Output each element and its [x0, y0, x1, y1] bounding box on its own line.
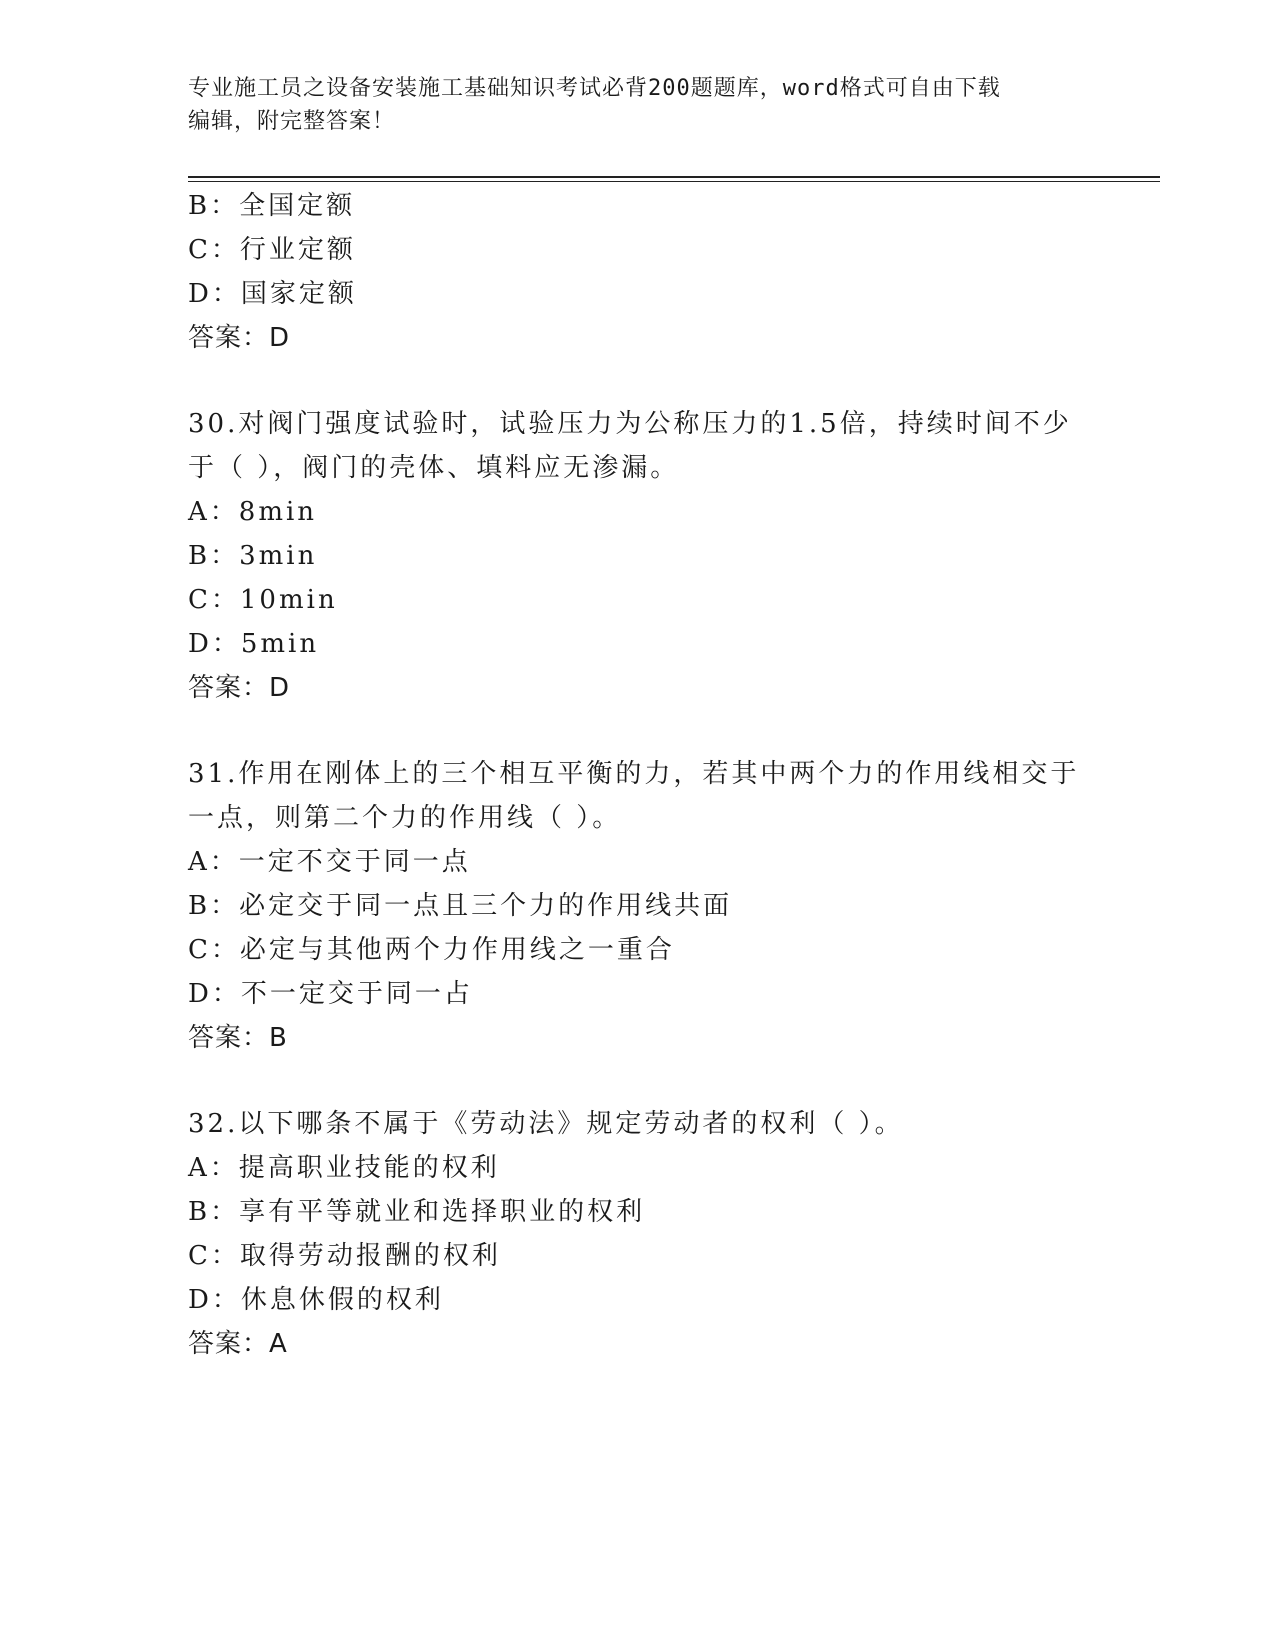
answer: 答案：A	[188, 1329, 288, 1359]
answer: 答案：D	[188, 673, 291, 703]
option-b: B：全国定额	[188, 191, 356, 221]
answer: 答案：B	[188, 1023, 288, 1053]
question-stem: 30.对阀门强度试验时，试验压力为公称压力的1.5倍，持续时间不少	[188, 409, 1072, 439]
document-header	[188, 72, 1088, 138]
option-b: B：享有平等就业和选择职业的权利	[188, 1197, 646, 1227]
option-c: C：必定与其他两个力作用线之一重合	[188, 935, 675, 965]
option-a: A：一定不交于同一点	[188, 847, 471, 877]
option-d: D：5min	[188, 629, 320, 659]
option-c: C：10min	[188, 585, 338, 615]
option-c: C：行业定额	[188, 235, 356, 265]
option-d: D：国家定额	[188, 279, 357, 309]
option-b: B：3min	[188, 541, 318, 571]
question-stem: 31.作用在刚体上的三个相互平衡的力，若其中两个力的作用线相交于	[188, 759, 1080, 789]
header-divider	[188, 176, 1160, 178]
option-c: C：取得劳动报酬的权利	[188, 1241, 501, 1271]
question-stem: 32.以下哪条不属于《劳动法》规定劳动者的权利（ ）。	[188, 1109, 904, 1139]
header-text-line2: 编辑，附完整答案！	[188, 109, 396, 134]
answer: 答案：D	[188, 323, 291, 353]
option-a: A：提高职业技能的权利	[188, 1153, 500, 1183]
question-stem-cont: 于（ ），阀门的壳体、填料应无渗漏。	[188, 453, 680, 483]
option-d: D：休息休假的权利	[188, 1285, 444, 1315]
option-a: A：8min	[188, 497, 318, 527]
option-d: D：不一定交于同一占	[188, 979, 473, 1009]
header-divider-thin	[188, 181, 1160, 182]
header-text-line1: 专业施工员之设备安装施工基础知识考试必背200题题库，word格式可自由下载	[188, 76, 1001, 101]
option-b: B：必定交于同一点且三个力的作用线共面	[188, 891, 733, 921]
question-stem-cont: 一点，则第二个力的作用线（ ）。	[188, 803, 622, 833]
